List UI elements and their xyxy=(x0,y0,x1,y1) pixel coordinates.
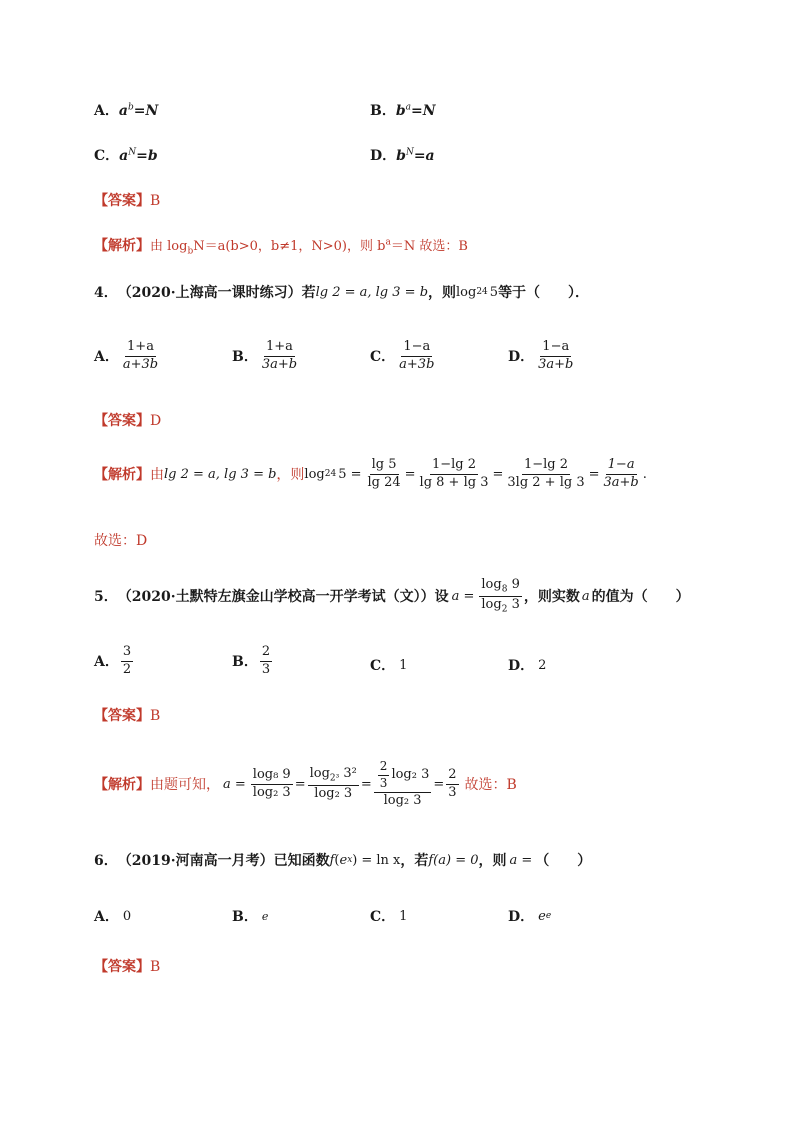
q3-analysis: 【解析】由 $\log_bN=a(b>0$，b≠1，N>0)，则 $b^a=N$ 故选：B xyxy=(94,237,468,257)
q4-option-b: B． $\frac{1+a}{3a+b}$ xyxy=(232,339,298,372)
q3-option-b: B．$b^a=N$ xyxy=(370,102,436,119)
q5-stem-fraction: $\frac{\log_8 9}{\log_2 3}$ xyxy=(481,577,520,615)
q4-step-1: $\frac{\lg 5}{\lg 24}$ xyxy=(367,457,401,490)
q6-option-d: D． e e xyxy=(508,908,552,925)
q5-option-c: C． 1 xyxy=(370,657,408,674)
q4-option-c: C． $\frac{1-a}{a+3b}$ xyxy=(370,339,435,372)
q4-stem: 4． （2020·上海高一课时练习） 若 lg 2 = a, lg 3 = b ，则 log 24 5 等于（ ）． xyxy=(94,284,590,301)
q6-option-b: B． e xyxy=(232,909,269,925)
q3-answer: 【答案】B xyxy=(94,193,161,209)
q4-conclusion: 故选：D xyxy=(94,533,148,549)
q4-option-a: A． $\frac{1+a}{a+3b}$ xyxy=(94,339,159,372)
q4-step-4: $\frac{1-a}{3a+b}$ xyxy=(603,457,639,490)
q4-option-d: D． $\frac{1-a}{3a+b}$ xyxy=(508,339,574,372)
q6-answer: 【答案】B xyxy=(94,959,161,975)
q4-step-3: $\frac{1-\lg 2}{3\lg 2 + \lg 3}$ xyxy=(507,457,585,490)
q5-stem: 5． （2020·土默特左旗金山学校高一开学考试（文）） 设 a = $\frac{\log_8 9}{\log_2 3}$ ，则实数 a 的值为（ ） xyxy=(94,577,690,615)
q6-option-a: A． 0 xyxy=(94,908,132,925)
q5-step-3: $\frac{2}{3}$ log₂ 3 log₂ 3 xyxy=(374,760,432,809)
q4-analysis: 【解析】 由 lg 2 = a, lg 3 = b ，则 log 24 5 = $\frac{\lg 5}{\lg 24}$ = $\frac{1-\lg 2}{\lg 8 + \lg 3}$ = $\frac{1-\lg 2}{3\lg 2 + \lg 3}$ = $\frac{1-a}{3a+b}$ . xyxy=(94,457,647,490)
q5-option-b: B． $\frac{2}{3}$ xyxy=(232,644,271,677)
q3-option-d: D．$b^N=a$ xyxy=(370,147,435,164)
q5-step-2: $\frac{\log_{2^3} 3^2}{\text{log₂ 3}}$ xyxy=(309,765,357,801)
q5-step-4: $\frac{2}{3}$ xyxy=(448,766,457,800)
q6-option-c: C． 1 xyxy=(370,908,408,925)
q6-stem: 6． （2019·河南高一月考） 已知函数 f ( e x ) = ln x ，若 f(a) = 0 ，则 a = （ ） xyxy=(94,852,592,869)
q5-step-1: $\frac{\text{log₈ 9}}{\text{log₂ 3}}$ xyxy=(252,766,291,800)
q5-analysis: 【解析】 由题可知， a = $\frac{\text{log₈ 9}}{\text{log₂ 3}}$ = $\frac{\log_{2^3} 3^2}{\text{log₂ 3}}$ = $\frac{2}{3}$ log₂ 3 log₂ 3 = $\frac{2}{3}$ 故选：B xyxy=(94,759,517,808)
q4-answer: 【答案】D xyxy=(94,413,162,429)
q5-option-d: D． 2 xyxy=(508,657,547,674)
q5-answer: 【答案】B xyxy=(94,708,161,724)
q3-option-c: C．$a^N=b$ xyxy=(94,147,158,164)
q4-step-2: $\frac{1-\lg 2}{\lg 8 + \lg 3}$ xyxy=(419,457,489,490)
q5-option-a: A． $\frac{3}{2}$ xyxy=(94,644,132,677)
q3-option-a: A．$a^b=N$ xyxy=(94,102,159,119)
